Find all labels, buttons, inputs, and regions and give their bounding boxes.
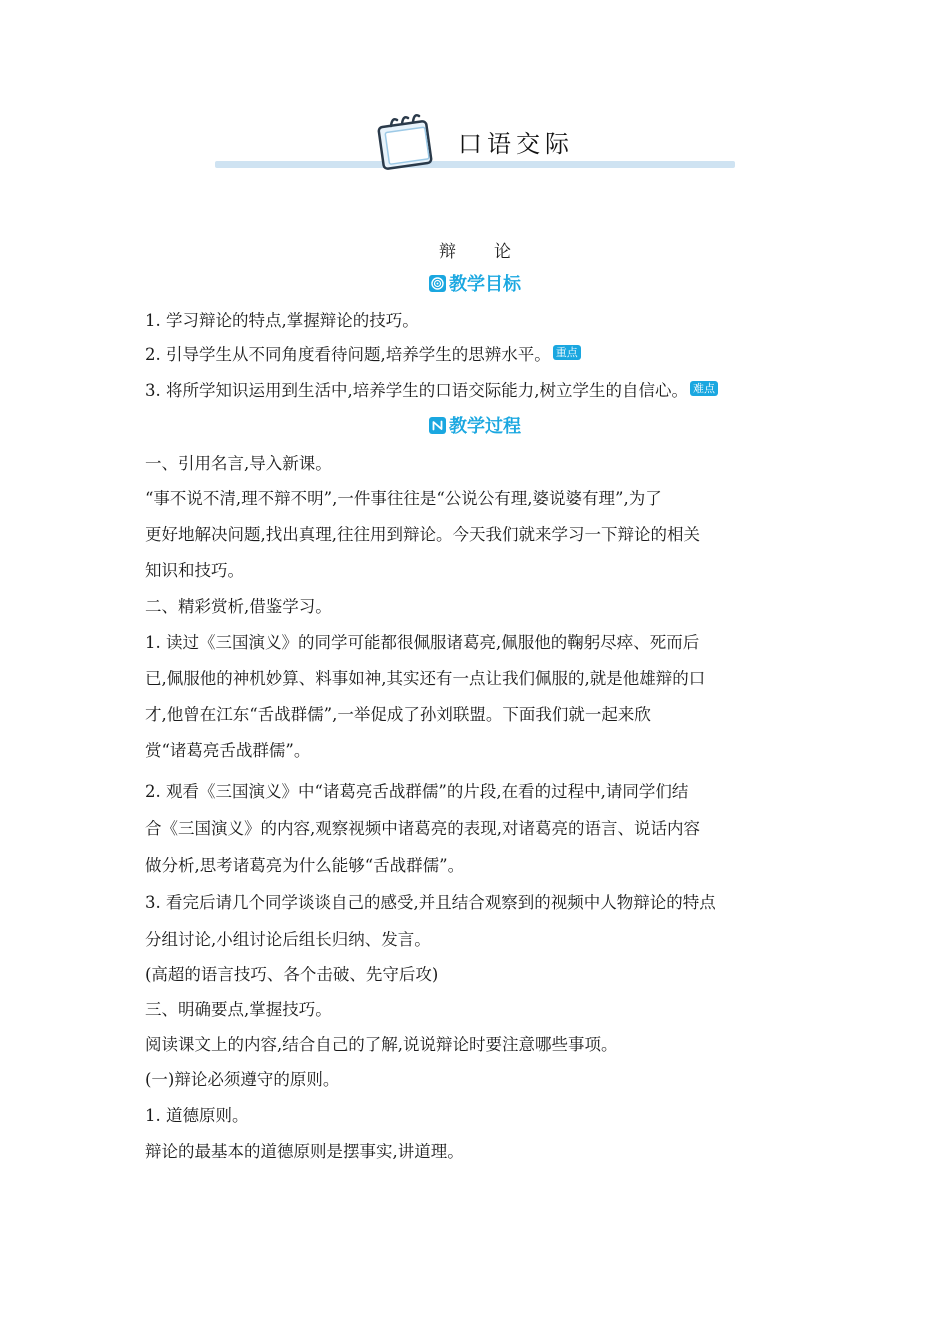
body-line: 1. 读过《三国演义》的同学可能都很佩服诸葛亮,佩服他的鞠躬尽瘁、死而后 xyxy=(145,633,700,652)
difficulty-badge: 难点 xyxy=(690,381,718,396)
objective-item xyxy=(145,310,419,332)
body-line: 三、明确要点,掌握技巧。 xyxy=(145,1000,332,1019)
body-line: (高超的语言技巧、各个击破、先守后攻) xyxy=(145,965,439,984)
body-line: 2. 观看《三国演义》中“诸葛亮舌战群儒”的片段,在看的过程中,请同学们结 xyxy=(145,782,689,801)
notepad-icon xyxy=(375,112,439,170)
chapter-title: 口语交际 xyxy=(458,130,574,158)
objective-text: 2. 引导学生从不同角度看待问题,培养学生的思辨水平。 xyxy=(145,345,551,364)
body-line: 才,他曾在江东“舌战群儒”,一举促成了孙刘联盟。下面我们就一起来欣 xyxy=(145,705,651,724)
body-line: 阅读课文上的内容,结合自己的了解,说说辩论时要注意哪些事项。 xyxy=(145,1035,618,1054)
lesson-title xyxy=(0,237,950,262)
body-line: 做分析,思考诸葛亮为什么能够“舌战群儒”。 xyxy=(145,856,465,875)
chapter-header xyxy=(215,112,735,174)
body-line: 辩论的最基本的道德原则是摆事实,讲道理。 xyxy=(145,1142,464,1161)
key-point-badge: 重点 xyxy=(553,345,581,360)
body-line: 赏“诸葛亮舌战群儒”。 xyxy=(145,741,311,760)
process-icon xyxy=(429,417,446,434)
body-line: 二、精彩赏析,借鉴学习。 xyxy=(145,597,332,616)
body-line: 已,佩服他的神机妙算、料事如神,其实还有一点让我们佩服的,就是他雄辩的口 xyxy=(145,669,706,688)
body-line: 一、引用名言,导入新课。 xyxy=(145,454,332,473)
body-line: 更好地解决问题,找出真理,往往用到辩论。今天我们就来学习一下辩论的相关 xyxy=(145,525,700,544)
process-heading xyxy=(0,412,950,438)
header-underline-bar xyxy=(215,161,735,168)
body-line: 1. 道德原则。 xyxy=(145,1106,249,1125)
body-line: (一)辩论必须遵守的原则。 xyxy=(145,1070,340,1089)
body-line: 分组讨论,小组讨论后组长归纳、发言。 xyxy=(145,930,431,949)
body-line: 知识和技巧。 xyxy=(145,561,244,580)
body-line: 合《三国演义》的内容,观察视频中诸葛亮的表现,对诸葛亮的语言、说话内容 xyxy=(145,819,700,838)
objective-text: 1. 学习辩论的特点,掌握辩论的技巧。 xyxy=(145,311,419,330)
lesson-title-right: 论 xyxy=(494,242,511,262)
target-icon xyxy=(429,275,446,292)
objective-item xyxy=(145,344,581,366)
objectives-heading xyxy=(0,270,950,296)
process-heading-label: 教学过程 xyxy=(449,416,521,437)
objective-item xyxy=(145,380,718,402)
lesson-title-left: 辩 xyxy=(439,242,456,262)
body-line: 3. 看完后请几个同学谈谈自己的感受,并且结合观察到的视频中人物辩论的特点 xyxy=(145,893,716,912)
objective-text: 3. 将所学知识运用到生活中,培养学生的口语交际能力,树立学生的自信心。 xyxy=(145,381,688,400)
body-line: “事不说不清,理不辩不明”,一件事往往是“公说公有理,婆说婆有理”,为了 xyxy=(145,489,662,508)
objectives-heading-label: 教学目标 xyxy=(449,274,521,295)
